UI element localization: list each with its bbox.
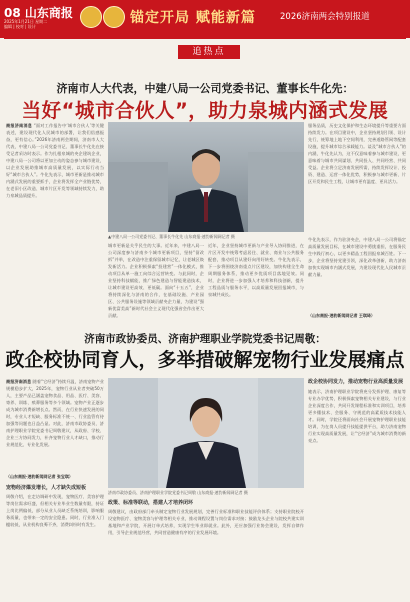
article1-column-3: 近年，企业坚持城市更新与产业导入协同推进，在片区开发中统筹考虑居住、就业、商业与公共服务配套，推动项目从建好向用好转变。牛化先表示，下一步将围绕济南重点片区建设，加快构建全生命周期服务体系，推动更多优质项目落地见效。同时，企业将进一步加强人才培养和科技创新，提升工程品质与服务水平，以高质量发展回报城市，与泉城共成长。	[208, 243, 304, 297]
article1-column-4: 服务品质，历史文化保护和生态环境提升等重要方面持续发力。在项目建设中，企业坚持规划引领、设计先行，统筹地上地下空间利用，完善道路管网等配套设施，提升城市综合承载能力。谈及“城市合伙人”的内涵，牛化先认为，这不仅意味着参与城市建设，更意味着与城市共同谋划、共同投入、共同经营、共同受益。企业将立足济南发展所需，持续发挥设计、投资、建造、运营一体化优势，积极参与城市更新、片区开发和民生工程，让城市更有温度、更具活力。	[308, 123, 406, 184]
header-slogan: 锚定开局 赋能新篇	[130, 10, 256, 26]
article1-end-credit: （山东商报·速豹新闻网记者 王琪琦）	[308, 313, 375, 318]
article2-column-1	[6, 378, 104, 472]
article2-column-1b: 周敬介绍，在走访调研中发现，宠物医疗、美容护理等岗位需求旺盛，但相关专业毕业生数量有限，持证上岗比例偏低，部分从业人员缺乏系统培训，影响服务质量，也带来一定的安全隐患。同时，行业准入门槛较低，从业机构良莠不齐，消费纠纷时有发生。	[6, 494, 104, 527]
party-emblem-icon	[80, 6, 102, 28]
article1-byline: 商报济南消息	[6, 123, 33, 128]
section-tag: 追热点	[178, 45, 240, 59]
article2-column-1-text: 随着“它经济”持续升温，济南宠物产业规模稳步扩大，2025年，宠物行业从业者突破50万人，主要产品已涵盖宠物食品、用品、医疗、美容、寄养、训练、殡葬服务等多个领域。宠物产业正逐步成为城市消费新增长点。然而，在行业快速发展的同时，专业人才短缺、服务标准不统一、行业监管有待加强等问题也日益凸显。对此，济南市政协委员、济南护理职业学院党委书记周敬建议，从政府、学校、企业三方协同发力，补齐宠物行业人才缺口，推动行业规范化、专业化发展。	[6, 379, 104, 447]
article2-byline: 商报济南消息	[6, 379, 32, 384]
article1-column-1	[6, 122, 104, 320]
article2-photo	[108, 378, 304, 488]
article1-column-1-text: “面对工作报告中‘城市合伙人’等关键表述，建设现代化人民城市的部署，让我们倍感振奋，更有信心。”2026年济南两会期间，济南市人大代表，中建八局一公司党委书记、董事长牛化先在接受记者采访时表示。作为扎根泉城的央企建筑企业，中建八局一公司将以更加主动的姿态参与城市建设，以企业发展助推城市高质量发展，以实际行动当好“城市合伙人”。牛化先表示，城市更新是推动城市内涵式发展的重要抓手，企业将发挥全产业链优势，在老旧小区改造、城市片区开发等领域持续发力，助力泉城品质提升。	[6, 123, 104, 198]
page-header	[0, 0, 410, 38]
article1-column-5: 牛化先表示，作为驻济央企，中建八局一公司将锚定高质量发展目标，在城市建设中勇挑重担，在服务民生中践行初心，以更多精品工程回报泉城百姓。下一步，企业将坚持党建引领，深化改革创新，助力济南加快实现城市内涵式发展，为建设现代化人民城市贡献力量。	[308, 237, 406, 277]
article2-column-2: 周敬建议，由政府部门牵头制定宠物行业发展规划，完善行业标准和职业技能评价体系；支持职业院校开设宠物医疗、宠物美容与护理等相关专业，推动课程设置与岗位需求对接；鼓励龙头企业与院校共建实训基地和产业学院，开展订单式培养，实现学生毕业即就业。此外，还应加强行业协会建设，发挥自律作用，引导企业规范经营，共同营造健康有序的行业发展环境。	[108, 509, 304, 535]
article2-subhead-3: 政企校协同发力，推动宠物行业高质量发展	[308, 379, 404, 385]
portrait-man-image	[108, 122, 304, 232]
special-report-label: 2026济南两会特别报道	[280, 12, 370, 22]
article1-photo-caption: ▲中建八局一公司党委书记、董事长牛化先 山东商报·速豹新闻网记者 摄	[108, 234, 235, 239]
article1-photo	[108, 122, 304, 232]
page-number: 08 山东商报	[4, 6, 73, 20]
article2-photo-caption: 济南市政协委员、济南护理职业学院党委书记周敬 山东商报·速豹新闻网记者 摄	[108, 490, 248, 495]
national-emblem-icon	[103, 6, 125, 28]
article2-credit: （山东商报·速豹新闻网记者 张宝琪）	[6, 474, 73, 479]
article1-headline: 当好“城市合伙人”，助力泉城内涵式发展	[21, 99, 389, 122]
article1-subtitle: 济南市人大代表，中建八局一公司党委书记、董事长牛化先：	[56, 82, 354, 95]
article2-subhead-2: 政策、标准等联动，搭建人才培养闭环	[108, 500, 194, 506]
article2-column-3: 她表示，济南护理职业学院将充分发挥护理、康复等专业办学优势，积极探索宠物相关专业建设，与行业企业深度合作，共同开发课程标准和实训项目，培养更多懂技术、会服务、守规范的高素质技术技能人才。同时，学院还将面向社会开展宠物护理职业技能培训，为在岗人员提升技能提供平台，助力济南宠物行业实现高质量发展，让“它经济”成为城市消费的新亮点。	[308, 389, 406, 443]
article2-subhead-1: 宠物经济爆发增长，人才缺失成短板	[6, 485, 87, 491]
article2-subtitle: 济南市政协委员、济南护理职业学院党委书记周敬：	[84, 333, 326, 345]
portrait-woman-image	[108, 378, 304, 488]
issue-date: 2025年1月21日 星期二 编辑 | 校对 | 设计	[4, 19, 48, 29]
article2-headline: 政企校协同育人，多举措破解宠物行业发展痛点	[5, 349, 405, 371]
header-divider	[4, 38, 406, 39]
article1-column-2: 城市更新是关乎民生的大事。近年来，中建八局一公司深度参与济南多个城市更新项目，坚持“留改拆”并举，在改造中注重保留城市记忆，让老城区焕发新活力。企业积极探索“投建营”一体化模式，推动项目从单一施工向综合运营转变。与此同时，企业坚持科技赋能，推广绿色建造与智能建造技术，让城市建设更高效、更低碳。面向“十五五”，企业将持续深化与济南的合作，在基础设施、产业园区、公共服务设施等领域贡献央企力量，为建设“强新优富美高”新时代社会主义现代化强省会作出更大贡献。	[108, 243, 204, 318]
